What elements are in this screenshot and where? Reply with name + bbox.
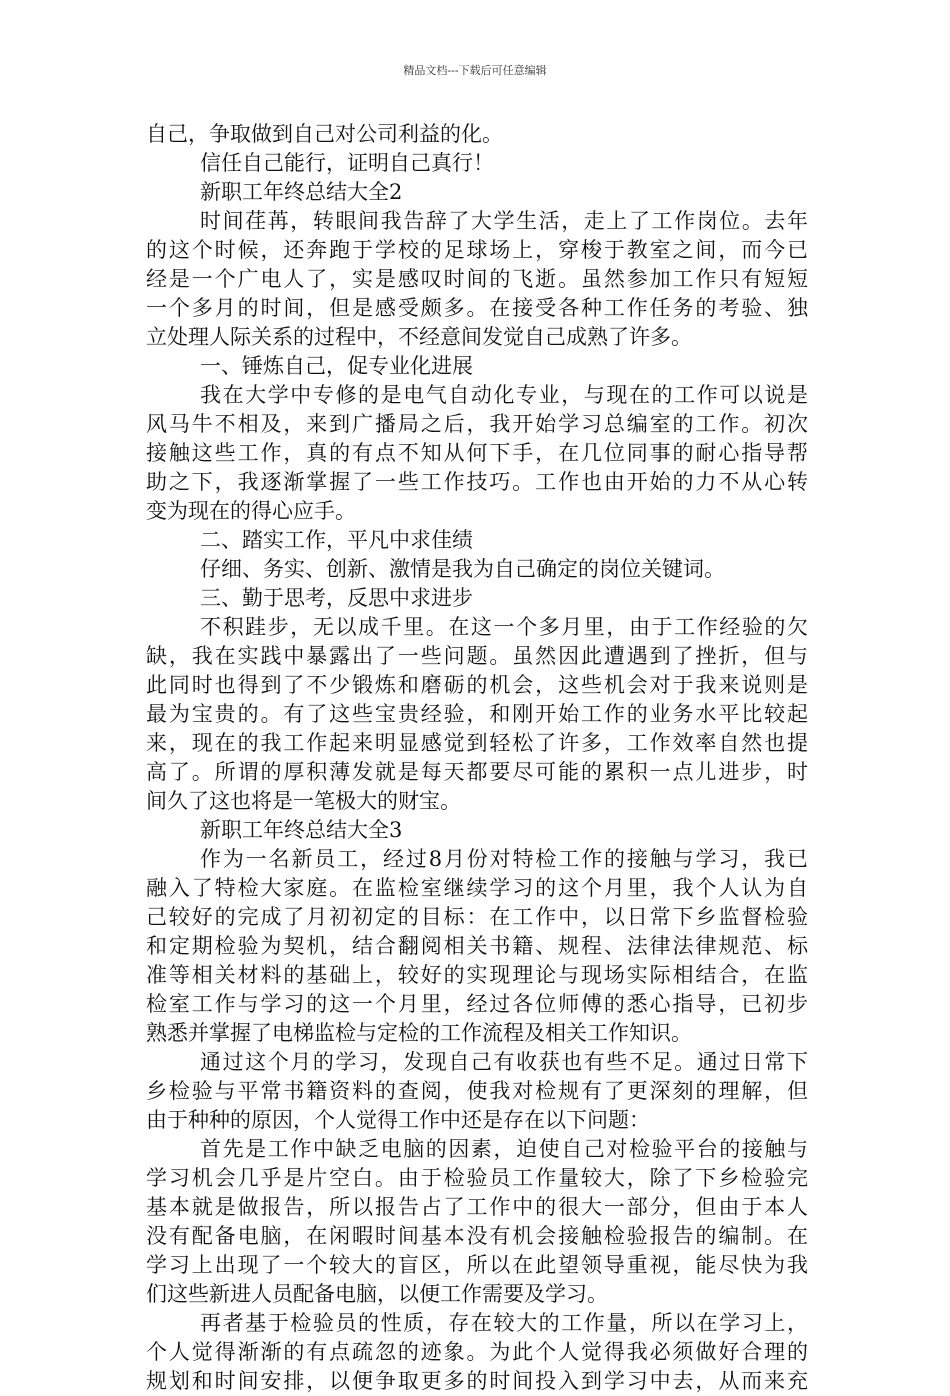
text-line: 三、勤于思考，反思中求进步 bbox=[200, 586, 473, 610]
text-line: 立处理人际关系的过程中，不经意间发觉自己成熟了许多。 bbox=[146, 325, 692, 349]
text-line: 高了。所谓的厚积薄发就是每天都要尽可能的累积一点儿进步，时 bbox=[146, 760, 808, 784]
text-line: 己较好的完成了月初初定的目标：在工作中，以日常下乡监督检验 bbox=[146, 905, 808, 929]
text-line: 自己，争取做到自己对公司利益的化。 bbox=[146, 122, 503, 146]
text-line: 由于种种的原因，个人觉得工作中还是存在以下问题： bbox=[146, 1108, 650, 1132]
text-line: 风马牛不相及，来到广播局之后，我开始学习总编室的工作。初次 bbox=[146, 412, 808, 436]
text-line: 此同时也得到了不少锻炼和磨砺的机会，这些机会对于我来说则是 bbox=[146, 673, 808, 697]
text-line: 最为宝贵的。有了这些宝贵经验，和刚开始工作的业务水平比较起 bbox=[146, 702, 808, 726]
text-line: 检室工作与学习的这一个月里，经过各位师傅的悉心指导，已初步 bbox=[146, 992, 808, 1016]
text-line: 接触这些工作，真的有点不知从何下手，在几位同事的耐心指导帮 bbox=[146, 441, 808, 465]
text-line: 通过这个月的学习，发现自己有收获也有些不足。通过日常下 bbox=[200, 1050, 808, 1074]
text-line: 缺，我在实践中暴露出了一些问题。虽然因此遭遇到了挫折，但与 bbox=[146, 644, 808, 668]
text-line: 首先是工作中缺乏电脑的因素，迫使自己对检验平台的接触与 bbox=[200, 1137, 808, 1161]
text-line: 间久了这也将是一笔极大的财宝。 bbox=[146, 789, 461, 813]
text-line: 个人觉得渐渐的有点疏忽的迹象。为此个人觉得我必须做好合理的 bbox=[146, 1340, 808, 1364]
text-line: 融入了特检大家庭。在监检室继续学习的这个月里，我个人认为自 bbox=[146, 876, 808, 900]
text-line: 学习机会几乎是片空白。由于检验员工作量较大，除了下乡检验完 bbox=[146, 1166, 808, 1190]
text-line: 乡检验与平常书籍资料的查阅，使我对检规有了更深刻的理解，但 bbox=[146, 1079, 808, 1103]
text-line: 学习上出现了一个较大的盲区，所以在此望领导重视，能尽快为我 bbox=[146, 1253, 808, 1277]
text-line: 再者基于检验员的性质，存在较大的工作量，所以在学习上， bbox=[200, 1311, 808, 1335]
text-line: 们这些新进人员配备电脑，以便工作需要及学习。 bbox=[146, 1282, 608, 1306]
text-line: 信任自己能行，证明自己真行！ bbox=[200, 151, 494, 175]
text-line: 一、锤炼自己，促专业化进展 bbox=[200, 354, 473, 378]
text-line: 作为一名新员工，经过8月份对特检工作的接触与学习，我已 bbox=[200, 847, 808, 871]
text-line: 准等相关材料的基础上，较好的实现理论与现场实际相结合，在监 bbox=[146, 963, 808, 987]
page-header: 精品文档---下载后可任意编辑 bbox=[403, 64, 547, 77]
text-line: 的这个时候，还奔跑于学校的足球场上，穿梭于教室之间，而今已 bbox=[146, 238, 808, 262]
text-line: 基本就是做报告，所以报告占了工作中的很大一部分，但由于本人 bbox=[146, 1195, 808, 1219]
document-body bbox=[146, 120, 808, 1396]
text-line: 我在大学中专修的是电气自动化专业，与现在的工作可以说是 bbox=[200, 383, 808, 407]
text-line: 变为现在的得心应手。 bbox=[146, 499, 356, 523]
text-line: 和定期检验为契机，结合翻阅相关书籍、规程、法律法律规范、标 bbox=[146, 934, 808, 958]
text-line: 新职工年终总结大全2 bbox=[200, 180, 403, 204]
text-line: 时间荏苒，转眼间我告辞了大学生活，走上了工作岗位。去年 bbox=[200, 209, 808, 233]
text-line: 经是一个广电人了，实是感叹时间的飞逝。虽然参加工作只有短短 bbox=[146, 267, 808, 291]
text-line: 来，现在的我工作起来明显感觉到轻松了许多，工作效率自然也提 bbox=[146, 731, 808, 755]
text-line: 仔细、务实、创新、激情是我为自己确定的岗位关键词。 bbox=[200, 557, 725, 581]
text-line: 熟悉并掌握了电梯监检与定检的工作流程及相关工作知识。 bbox=[146, 1021, 692, 1045]
text-line: 没有配备电脑，在闲暇时间基本没有机会接触检验报告的编制。在 bbox=[146, 1224, 808, 1248]
text-line: 新职工年终总结大全3 bbox=[200, 818, 403, 842]
text-line: 规划和时间安排，以便争取更多的时间投入到学习中去，从而来充 bbox=[146, 1369, 808, 1393]
text-line: 二、踏实工作，平凡中求佳绩 bbox=[200, 528, 473, 552]
text-line: 助之下，我逐渐掌握了一些工作技巧。工作也由开始的力不从心转 bbox=[146, 470, 808, 494]
text-line: 不积跬步，无以成千里。在这一个多月里，由于工作经验的欠 bbox=[200, 615, 808, 639]
text-line: 一个多月的时间，但是感受颇多。在接受各种工作任务的考验、独 bbox=[146, 296, 808, 320]
